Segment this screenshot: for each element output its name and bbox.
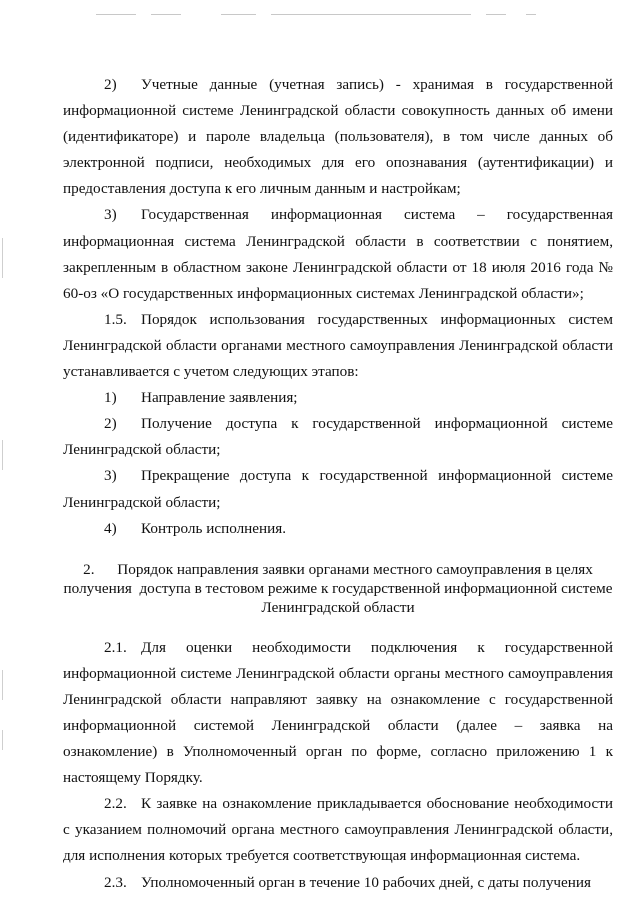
stage-item-2: 2) Получение доступа к государственной информационной системе Ленинградской области;: [63, 415, 613, 459]
stage-item-3: 3) Прекращение доступа к государственной информационной системе Ленинградской области;: [63, 467, 613, 511]
paragraph-item-3: 3) Государственная информационная система – государственная информационная система Ленинградской области в соответствии с понятием, закрепленным в областном законе Ленинградской области от 18 июля 2016 года № 60-оз «О государственных информационных системах Ленинградской области»;: [63, 206, 613, 302]
document-body: [63, 72, 613, 896]
paragraph-item-2: 2) Учетные данные (учетная запись) - хранимая в государственной информационной системе Ленинградской области совокупность данных об имени (идентификаторе) и пароле владельца (пользователя), в том числе данных об электронной подписи, необходимых для его опознавания (аутентификации) и предоставления доступа к его личным данным и настройкам;: [63, 76, 613, 198]
section-heading-line: Ленинградской области: [261, 598, 415, 616]
stage-item-1: 1) Направление заявления;: [104, 389, 298, 407]
paragraph-1-5: 1.5. Порядок использования государственных информационных систем Ленинградской области органами местного самоуправления Ленинградской области устанавливается с учетом следующих этапов:: [63, 310, 613, 381]
scan-artifact: [96, 14, 536, 16]
section-heading: [63, 560, 613, 617]
stage-item-4: 4) Контроль исполнения.: [104, 519, 287, 537]
paragraph-2-2: 2.2. К заявке на ознакомление прикладывается обоснование необходимости с указанием полномочий органа местного самоуправления Ленинградской области, для исполнения которых требуется соответствующая информационная система.: [63, 795, 613, 865]
paragraph-2-3: 2.3. Уполномоченный орган в течение 10 рабочих дней, с даты получения: [104, 873, 592, 891]
paragraph-2-1: 2.1. Для оценки необходимости подключения к государственной информационной системе Ленинградской области органы местного самоуправления Ленинградской области направляют заявку на ознакомление с государственной информационной системой Ленинградской области (далее – заявка на ознакомление) в Уполномоченный орган по форме, согласно приложению 1 к настоящему Порядку.: [63, 638, 613, 787]
section-heading-line: получения доступа в тестовом режиме к государственной информационной системе: [63, 579, 613, 597]
scan-margin-marks: [0, 0, 8, 905]
section-heading-line: 2. Порядок направления заявки органами местного самоуправления в целях: [83, 560, 593, 578]
